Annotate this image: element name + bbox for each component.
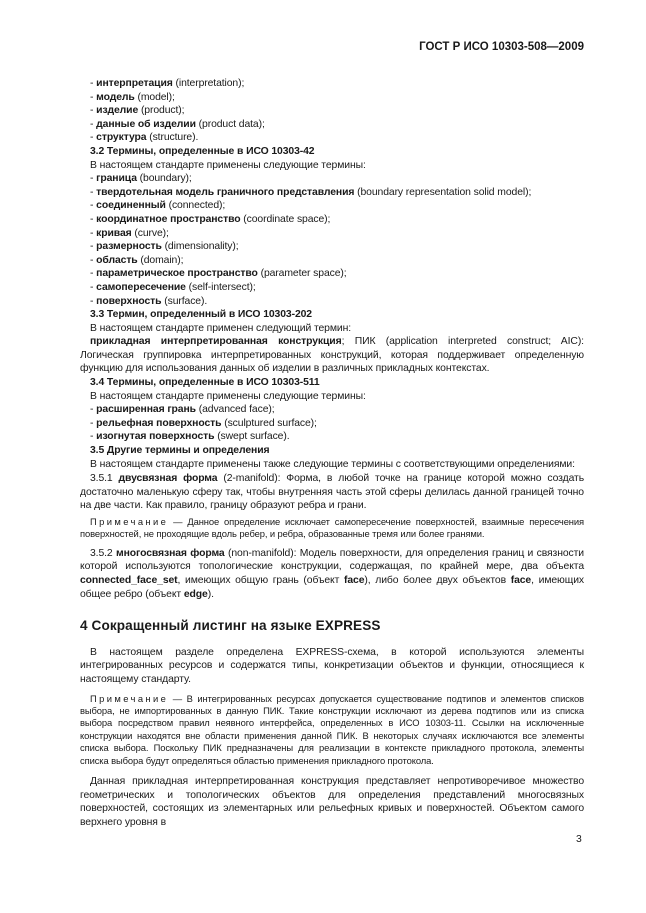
page-content [80, 77, 584, 835]
list-item: - координатное пространство (coordinate space); [90, 213, 331, 225]
list-item: - модель (model); [90, 91, 175, 103]
term: параметрическое пространство [96, 268, 258, 280]
list-item: - интерпретация (interpretation); [90, 78, 245, 89]
term: самопересечение [96, 281, 186, 293]
list-item: - изогнутая поверхность (swept surface). [90, 431, 290, 443]
term: область [96, 254, 138, 266]
section-heading: 3.4 Термины, определенные в ИСО 10303-511 [90, 377, 320, 389]
term: рельефная поверхность [96, 417, 222, 429]
list-item: - расширенная грань (advanced face); [90, 404, 275, 416]
list-item: - данные об изделии (product data); [90, 118, 265, 130]
term: соединенный [96, 200, 166, 212]
term: интерпретация [96, 78, 173, 89]
term-list-general [80, 77, 584, 145]
term: двусвязная форма [118, 473, 218, 485]
note: Примечание — В интегрированных ресурсах допускается существование подтипов и элементов списков выбора, не импортированных в данную ПИК. Такие конструкции исключают из дерева подтипов или из списка выбора посредством правил неявного интерфейса, определенных в ИСО 10303-11. Ссылки на исключенные конструкции находятся вне области применения данной ПИК. В некоторых случаях исключаются все элементы списка выбора. Поскольку ПИК предназначены для реализации в контексте прикладного протокола, элементы списка выбора будут определяться областью применения прикладного протокола. [80, 692, 584, 766]
term: структура [96, 132, 147, 144]
section-heading: 3.3 Термин, определенный в ИСО 10303-202 [90, 309, 312, 321]
list-item: - область (domain); [90, 254, 184, 266]
term: модель [96, 91, 135, 103]
term: размерность [96, 241, 162, 253]
term: изогнутая поверхность [96, 431, 215, 443]
section-4-heading: 4 Сокращенный листинг на языке EXPRESS [80, 618, 381, 634]
term: твердотельная модель граничного представления [96, 186, 355, 198]
list-item: - граница (boundary); [90, 173, 192, 185]
paragraph: В настоящем разделе определена EXPRESS-схема, в которой используются элементы интегрированных ресурсов и содержатся типы, конкретизации объектов и функции, относящиеся к настоящему стандарту. [80, 646, 584, 685]
page-number: 3 [576, 834, 582, 845]
section-intro: В настоящем стандарте применен следующий термин: [90, 322, 352, 334]
list-item: - рельефная поверхность (sculptured surface); [90, 417, 317, 429]
list-item: - структура (structure). [90, 132, 199, 144]
list-item: - кривая (curve); [90, 227, 169, 239]
term: прикладная интерпретированная конструкция [90, 336, 342, 348]
definition-paragraph: 3.5.1 двусвязная форма (2-manifold): Форма, в любой точке на границе которой можно создать достаточно маленькую сферу так, чтобы внутренняя часть этой сферы делилась данной границей точно на две части. Как правило, границу образуют ребра и грани. [80, 473, 585, 512]
term: расширенная грань [96, 404, 196, 416]
list-item: - параметрическое пространство (parameter space); [90, 268, 347, 280]
term: координатное пространство [96, 213, 241, 225]
definition-paragraph: прикладная интерпретированная конструкция; ПИК (application interpreted construct; AIC): Логическая группировка интерпретированных конструкций, которая поддерживает определенную функцию для использования данных об изделии в различных прикладных контекстах. [80, 336, 584, 375]
note-label: Примечание [90, 516, 169, 527]
term: кривая [96, 227, 132, 239]
note: Примечание — Данное определение исключает самопересечение поверхностей, взаимные пересечения поверхностей, не проходящие вдоль ребер, и ребра, образованные тремя или более гранями. [80, 516, 584, 540]
list-item: - самопересечение (self-intersect); [90, 281, 256, 293]
section-intro: В настоящем стандарте применены также следующие термины с соответствующими определениями: [90, 458, 575, 470]
list-item: - поверхность (surface). [90, 295, 208, 307]
definition-paragraph: 3.5.2 многосвязная форма (non-manifold): Модель поверхности, для определения границ и связности которой используются топологические конструкции, содержащая, по крайней мере, два объекта connected_face_set, имеющих общую грань (объект face), либо более двух объектов face, имеющих общее ребро (объект edge). [80, 547, 585, 600]
term-list-iso-42 [80, 172, 584, 308]
section-heading: 3.5 Другие термины и определения [90, 445, 270, 457]
term: данные об изделии [96, 118, 196, 130]
term: многосвязная форма [116, 547, 225, 559]
term: изделие [96, 105, 139, 117]
term-list-iso-511 [80, 403, 584, 444]
section-intro: В настоящем стандарте применены следующие термины: [90, 159, 366, 171]
note-label: Примечание [90, 692, 169, 704]
list-item: - размерность (dimensionality); [90, 241, 239, 253]
paragraph: Данная прикладная интерпретированная конструкция представляет непротиворечивое множество геометрических и топологических объектов для определения представлений многосвязных поверхностей, состоящих из элементарных или рельефных кривых и поверхностей. Объектом самого верхнего уровня в [80, 776, 584, 828]
term: поверхность [96, 295, 162, 307]
list-item: - соединенный (connected); [90, 200, 226, 212]
list-item: - твердотельная модель граничного представления (boundary representation solid model); [90, 186, 532, 198]
list-item: - изделие (product); [90, 105, 185, 117]
section-heading: 3.2 Термины, определенные в ИСО 10303-42 [90, 145, 315, 157]
term: граница [96, 173, 137, 185]
section-intro: В настоящем стандарте применены следующие термины: [90, 390, 366, 402]
document-header: ГОСТ Р ИСО 10303-508—2009 [419, 41, 584, 53]
